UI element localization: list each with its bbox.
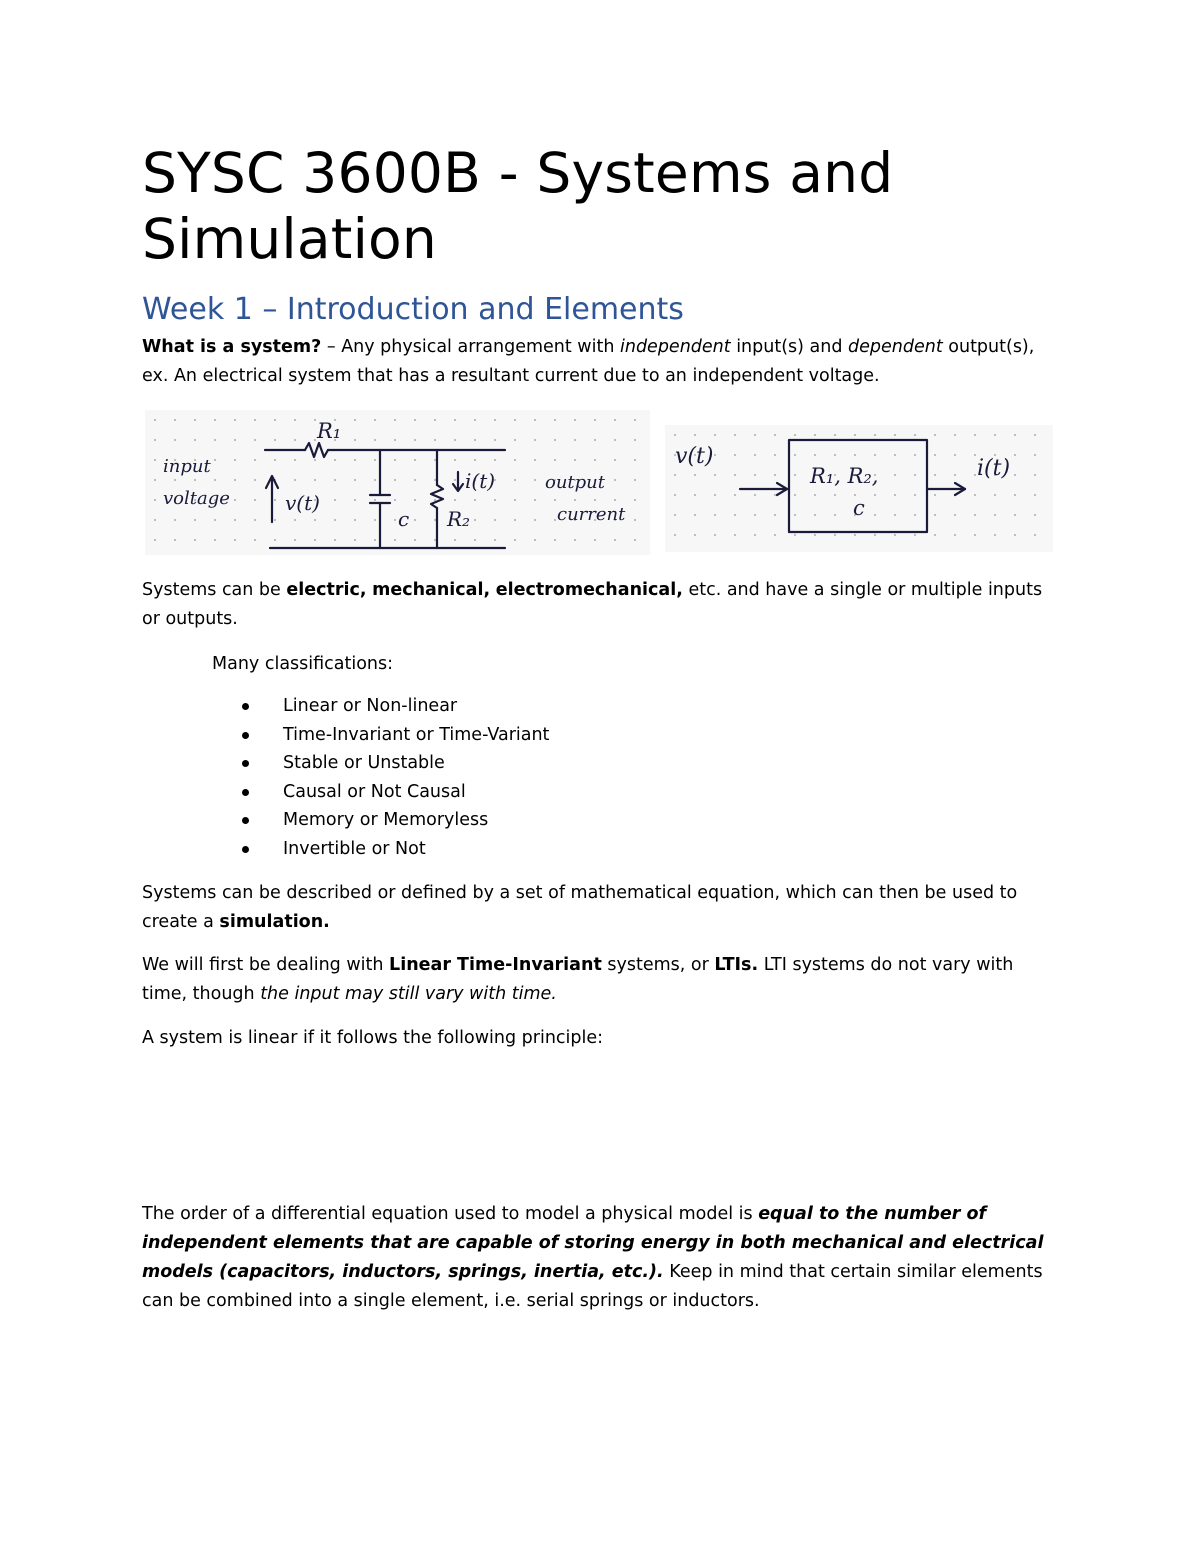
intro-tail: output(s), ex. An electrical system that has a resultant current due to an independent voltage.	[142, 337, 1035, 386]
lti-pre: We will first be dealing with	[142, 955, 390, 975]
list-item-text: Stable or Unstable	[283, 753, 445, 773]
systems-paragraph	[142, 576, 1062, 634]
math-paragraph	[142, 879, 1062, 937]
circuit-diagram	[145, 410, 650, 555]
classifications-list	[240, 692, 549, 863]
circuit-input-label-2: voltage	[163, 488, 230, 509]
circuit-v-label: v(t)	[285, 491, 320, 515]
lti-bold: Linear Time-Invariant	[389, 955, 602, 975]
circuit-input-label-1: input	[163, 456, 211, 477]
lti-post: LTI systems do not vary with time, though	[142, 955, 1014, 1004]
list-item	[240, 692, 549, 721]
list-item-text: Causal or Not Causal	[283, 781, 466, 802]
math-pre: Systems can be described or defined by a set of mathematical equation, which can then be used to create a	[142, 883, 1018, 932]
bullet-icon	[242, 703, 249, 710]
list-item-text: Time-Invariant or Time-Variant	[283, 724, 550, 745]
block-diagram	[665, 425, 1053, 552]
section-heading: Week 1 – Introduction and Elements	[142, 292, 684, 327]
intro-dependent: dependent	[848, 337, 943, 357]
bullet-icon	[242, 817, 249, 824]
block-content-line-2: c	[853, 496, 865, 520]
list-item-text: Memory or Memoryless	[283, 810, 489, 830]
order-pre: The order of a differential equation used to model a physical model is	[142, 1204, 759, 1224]
bullet-icon	[242, 789, 249, 796]
bullet-icon	[242, 760, 249, 767]
systems-mechanical: mechanical,	[372, 580, 491, 600]
systems-post: etc. and have a single or multiple inputs or outputs.	[142, 580, 1043, 629]
order-bold-italic: equal to the number of independent elements that are capable of storing energy in both mechanical and electrical models (capacitors, inductors, springs, inertia, etc.).	[142, 1204, 1044, 1282]
circuit-output-label-2: current	[557, 504, 626, 525]
bullet-icon	[242, 846, 249, 853]
intro-dash: – Any physical arrangement with	[321, 337, 620, 357]
classifications-label: Many classifications:	[212, 654, 394, 674]
lti-ltis: LTIs.	[714, 955, 759, 975]
lti-italic: the input may still vary with time.	[260, 984, 557, 1004]
order-paragraph	[142, 1200, 1062, 1316]
list-item	[240, 806, 549, 835]
linear-paragraph: A system is linear if it follows the following principle:	[142, 1028, 604, 1048]
lti-paragraph	[142, 951, 1062, 1009]
intro-bold-lead: What is a system?	[142, 337, 322, 357]
circuit-output-label-1: output	[545, 472, 606, 493]
block-input-label: v(t)	[675, 444, 714, 469]
circuit-r1-label: R₁	[317, 419, 342, 443]
intro-mid: input(s) and	[730, 337, 849, 357]
document-title: SYSC 3600B - Systems and Simulation	[142, 141, 894, 271]
circuit-i-label: i(t)	[465, 469, 496, 493]
block-content-line-1: R₁, R₂,	[810, 464, 879, 488]
intro-paragraph	[142, 333, 1062, 391]
systems-electromechanical: electromechanical,	[495, 580, 683, 600]
bullet-icon	[242, 732, 249, 739]
systems-electric: electric,	[286, 580, 367, 600]
systems-pre: Systems can be	[142, 580, 287, 600]
block-output-label: i(t)	[977, 456, 1011, 481]
circuit-c-label: c	[398, 507, 410, 531]
list-item	[240, 721, 549, 750]
list-item-text: Linear or Non-linear	[283, 696, 458, 716]
list-item	[240, 778, 549, 807]
list-item	[240, 749, 549, 778]
circuit-r2-label: R₂	[447, 507, 471, 531]
math-simulation: simulation.	[219, 912, 330, 932]
list-item-text: Invertible or Not	[283, 838, 426, 859]
lti-mid: systems, or	[601, 955, 715, 975]
intro-independent: independent	[620, 337, 731, 357]
order-post: Keep in mind that certain similar elements can be combined into a single element, i.e. serial springs or inductors.	[142, 1262, 1043, 1311]
list-item	[240, 835, 549, 864]
